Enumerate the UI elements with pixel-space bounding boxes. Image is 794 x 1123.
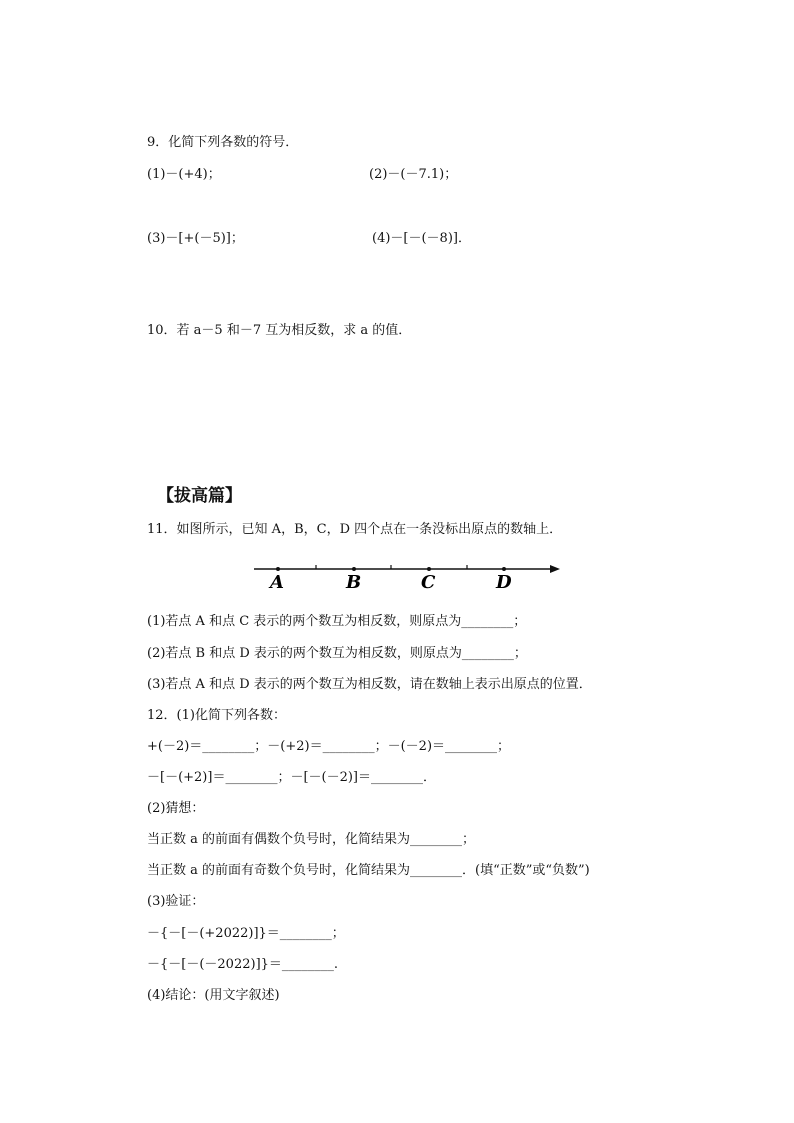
q12-verify-2: －{－[－(－2022)]}＝________. — [147, 957, 339, 972]
point-a-dot — [276, 567, 280, 571]
point-a-label: A — [270, 572, 284, 591]
number-line — [250, 555, 562, 591]
point-d-dot — [502, 567, 506, 571]
number-line-arrow — [550, 565, 560, 573]
q11-part-3: (3)若点 A 和点 D 表示的两个数互为相反数，请在数轴上表示出原点的位置． — [147, 677, 592, 692]
q12-row-1: +(－2)＝________；－(+2)＝________；－(－2)＝________； — [147, 739, 511, 754]
q12-conclusion: (4)结论：(用文字叙述) — [147, 988, 280, 1003]
point-b-dot — [352, 567, 356, 571]
q11-part-2: (2)若点 B 和点 D 表示的两个数互为相反数，则原点为________； — [147, 646, 527, 661]
point-d-label: D — [496, 572, 512, 591]
q9-part-3: (3)－[+(－5)]； — [147, 231, 244, 246]
q12-verify-1: －{－[－(+2022)]}＝________； — [147, 926, 345, 941]
q9-title: 9．化简下列各数的符号． — [147, 135, 299, 150]
q12-guess-1: 当正数 a 的前面有偶数个负号时，化简结果为________； — [147, 832, 476, 847]
section-heading: 【拔高篇】 — [157, 486, 242, 506]
q12-title: 12．(1)化简下列各数： — [147, 708, 286, 723]
q10-title: 10．若 a－5 和－7 互为相反数，求 a 的值． — [147, 323, 412, 338]
q9-part-2: (2)－(－7.1)； — [369, 167, 458, 182]
q9-part-4: (4)－[－(－8)]． — [372, 231, 471, 246]
q11-title: 11．如图所示，已知 A，B，C，D 四个点在一条没标出原点的数轴上． — [147, 522, 563, 537]
q12-guess-2: 当正数 a 的前面有奇数个负号时，化简结果为________．(填“正数”或“负数”) — [147, 863, 590, 878]
q11-part-1: (1)若点 A 和点 C 表示的两个数互为相反数，则原点为________； — [147, 614, 527, 629]
q12-guess-label: (2)猜想： — [147, 801, 205, 816]
point-b-label: B — [346, 572, 362, 591]
point-c-dot — [427, 567, 431, 571]
q12-row-2: －[－(+2)]＝________；－[－(－2)]＝________． — [147, 770, 437, 785]
q9-part-1: (1)－(+4)； — [147, 167, 221, 182]
q12-verify-label: (3)验证： — [147, 894, 205, 909]
point-c-label: C — [421, 572, 436, 591]
